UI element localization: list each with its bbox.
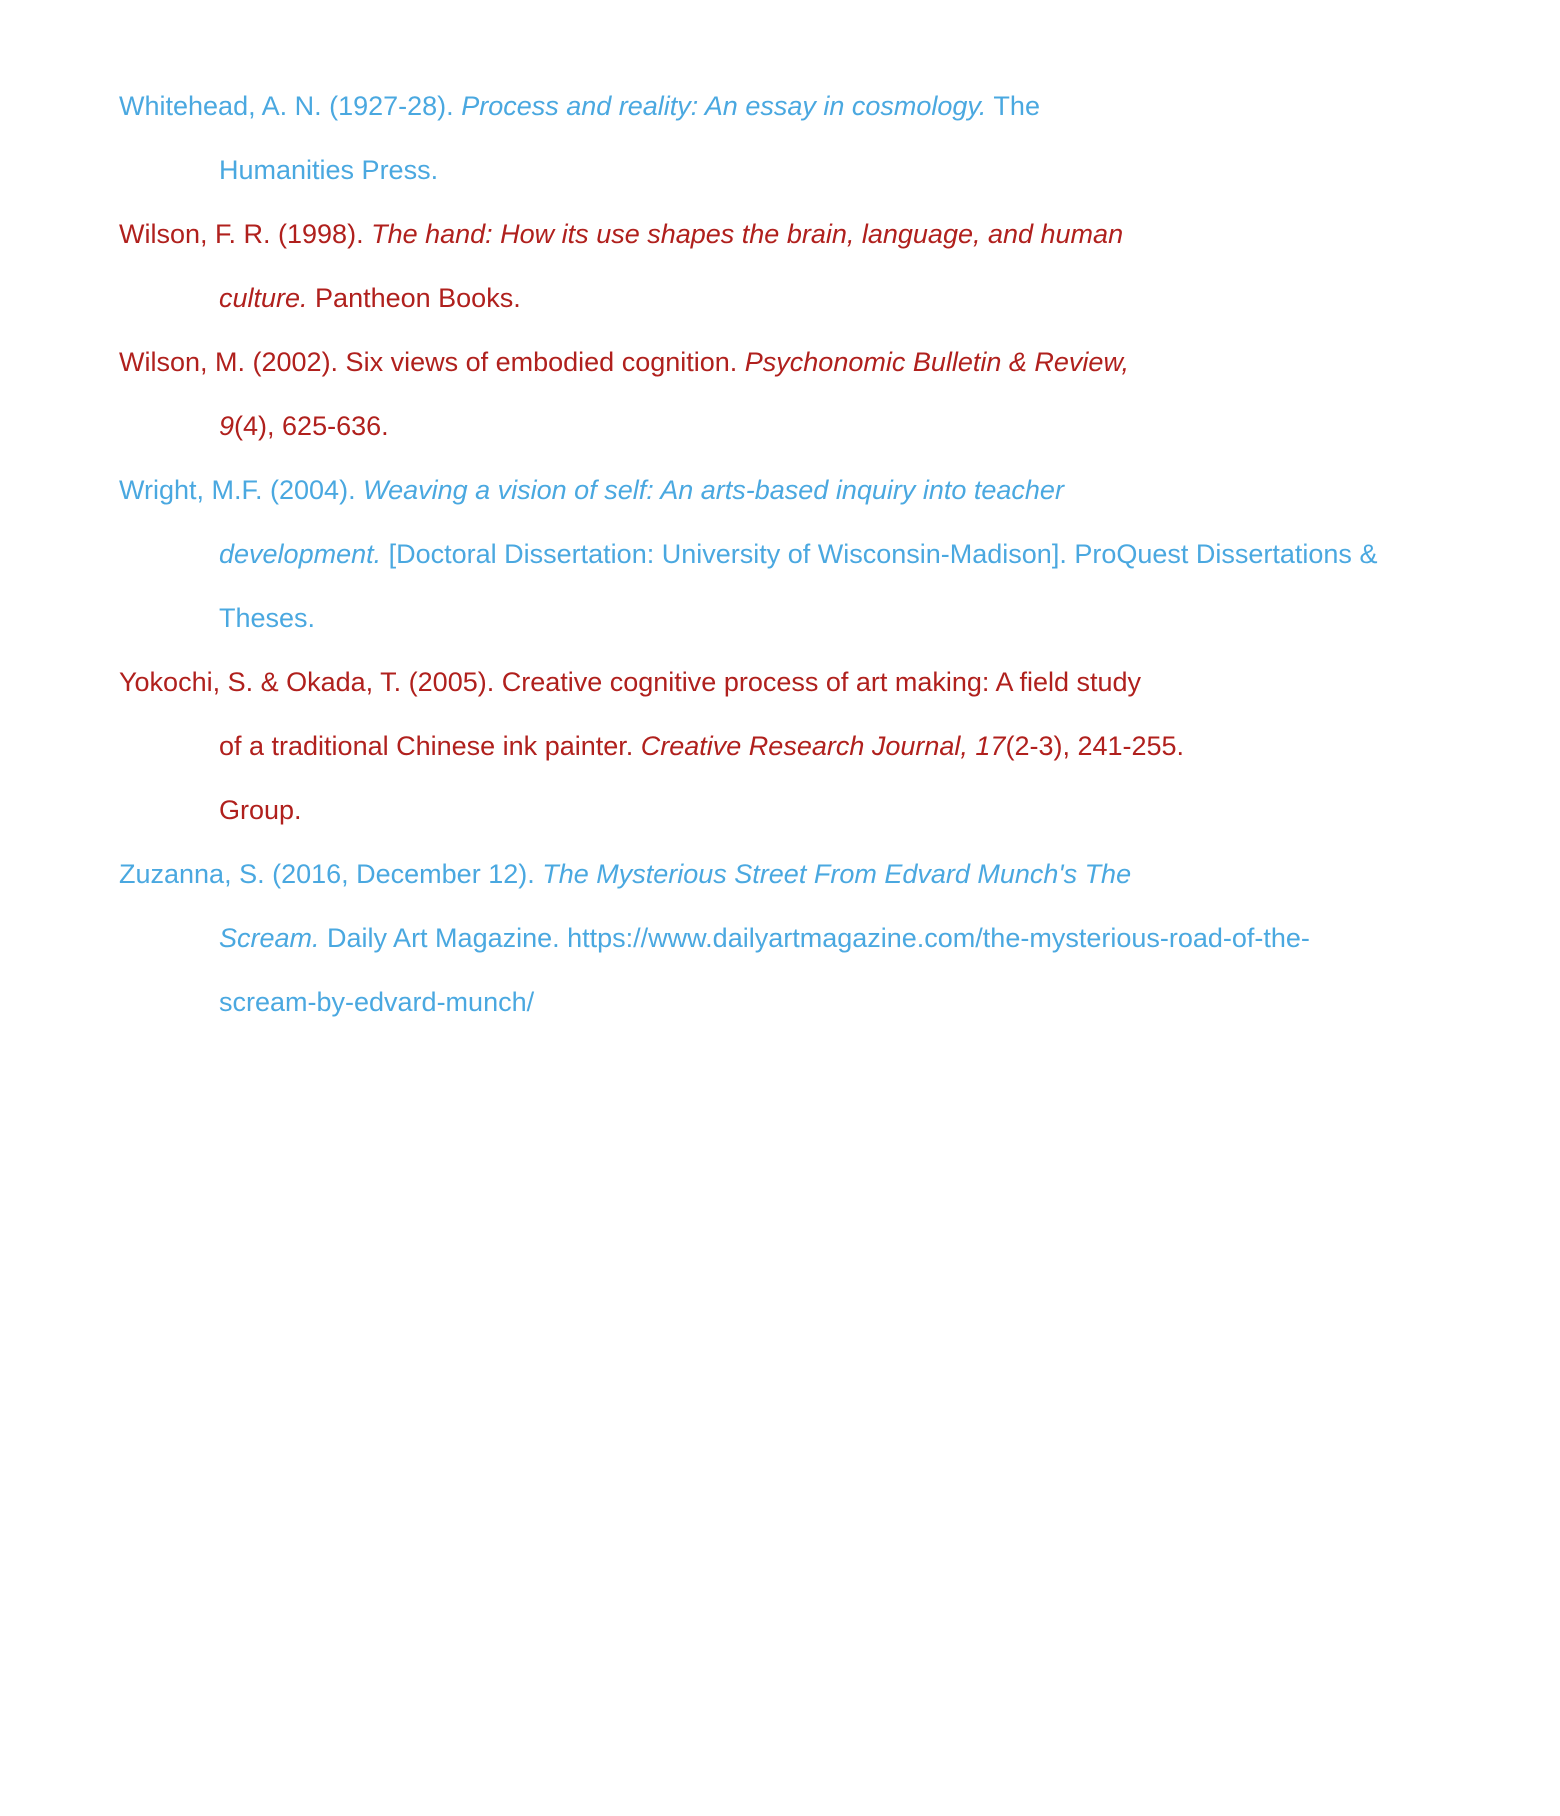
reference-text: of a traditional Chinese ink painter. [219,731,641,761]
reference-text: (4), 625-636. [234,411,389,441]
reference-text: Wilson, F. R. (1998). [119,219,372,249]
reference-continuation-line [119,398,1439,462]
reference-text: Theses. [219,603,316,633]
reference-entry [119,654,1439,846]
reference-italic-text: culture. [219,283,308,313]
reference-entry [119,846,1439,1038]
reference-text: Humanities Press. [219,155,439,185]
reference-text: Whitehead, A. N. (1927-28). [119,91,462,121]
reference-italic-text: Psychonomic Bulletin & Review, [744,347,1129,377]
reference-entry [119,206,1439,334]
reference-text: Pantheon Books. [307,283,521,313]
reference-entry [119,334,1439,462]
reference-list [119,78,1439,1038]
reference-italic-text: development. [219,539,382,569]
reference-italic-text: Scream. [219,923,320,953]
reference-first-line [119,334,1439,398]
reference-first-line [119,78,1439,142]
reference-italic-text: The hand: How its use shapes the brain, language, and human [371,219,1124,249]
reference-italic-text: 9 [219,411,235,441]
reference-continuation-line [119,270,1439,334]
reference-text: Daily Art Magazine. https://www.dailyartmagazine.com/the-mysterious-road-of-the- [319,923,1310,953]
reference-first-line [119,846,1439,910]
reference-italic-text: Creative Research Journal, 17 [640,731,1006,761]
reference-text: (2-3), 241-255. [1005,731,1185,761]
reference-continuation-line [119,590,1439,654]
reference-continuation-line [119,910,1439,974]
reference-entry [119,462,1439,654]
reference-first-line [119,654,1439,718]
reference-first-line [119,206,1439,270]
reference-italic-text: The Mysterious Street From Edvard Munch's The [542,859,1132,889]
reference-italic-text: Weaving a vision of self: An arts-based inquiry into teacher [363,475,1064,505]
reference-text: Yokochi, S. & Okada, T. (2005). Creative cognitive process of art making: A field study [119,667,1142,697]
reference-continuation-line [119,526,1439,590]
reference-first-line [119,462,1439,526]
reference-continuation-line [119,974,1439,1038]
reference-text: Zuzanna, S. (2016, December 12). [119,859,543,889]
reference-text: Wilson, M. (2002). Six views of embodied cognition. [119,347,745,377]
reference-text: Wright, M.F. (2004). [119,475,364,505]
reference-text: scream-by-edvard-munch/ [219,987,535,1017]
reference-continuation-line [119,142,1439,206]
reference-entry [119,78,1439,206]
reference-continuation-line [119,782,1439,846]
reference-text: The [986,91,1040,121]
reference-italic-text: Process and reality: An essay in cosmology. [461,91,987,121]
reference-text: Group. [219,795,302,825]
reference-text: [Doctoral Dissertation: University of Wisconsin-Madison]. ProQuest Dissertations & [381,539,1378,569]
reference-continuation-line [119,718,1439,782]
